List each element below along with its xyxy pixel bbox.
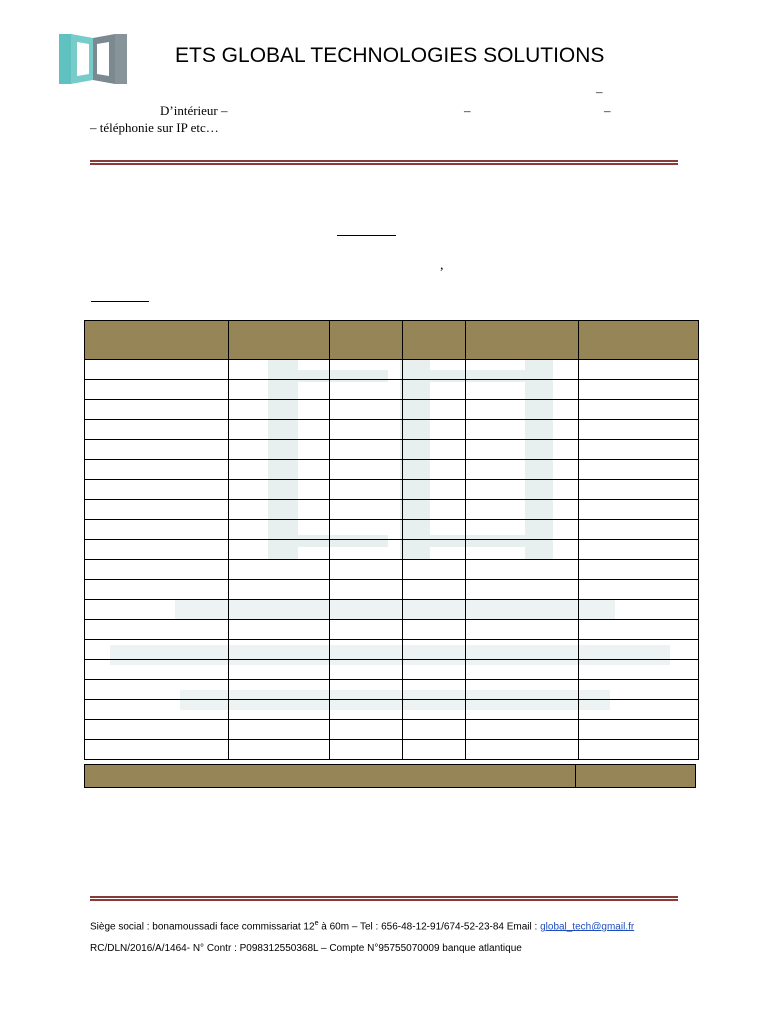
table-row (85, 420, 699, 440)
table-cell (330, 700, 403, 720)
table-cell (85, 580, 229, 600)
footer-contact-text: à 60m – Tel : 656-48-12-91/674-52-23-84 Email : (318, 921, 541, 933)
header-line3: – téléphonie sur IP etc… (90, 120, 219, 135)
table-cell (330, 440, 403, 460)
table-row (85, 440, 699, 460)
comma-mark: , (440, 258, 444, 273)
table-cell (403, 540, 466, 560)
table-cell (330, 400, 403, 420)
table-cell (579, 400, 699, 420)
table-row (85, 500, 699, 520)
table-cell (229, 740, 330, 760)
table-cell (403, 460, 466, 480)
table-cell (229, 660, 330, 680)
table-row (85, 560, 699, 580)
table-cell (466, 540, 579, 560)
table-cell (466, 660, 579, 680)
total-row (84, 764, 696, 788)
company-logo-icon (57, 30, 129, 88)
footer-registration: RC/DLN/2016/A/1464- N° Contr : P098312550368L – Compte N°95755070009 banque atlantique (90, 943, 522, 954)
table-cell (403, 700, 466, 720)
table-cell (85, 720, 229, 740)
table-cell (330, 660, 403, 680)
table-cell (330, 360, 403, 380)
table-cell (579, 500, 699, 520)
table-cell (229, 700, 330, 720)
table-cell (466, 420, 579, 440)
table-cell (229, 500, 330, 520)
table-cell (466, 520, 579, 540)
header-divider (90, 160, 678, 165)
table-cell (579, 540, 699, 560)
table-cell (579, 520, 699, 540)
table-row (85, 400, 699, 420)
table-row (85, 640, 699, 660)
table-cell (85, 440, 229, 460)
table-cell (403, 580, 466, 600)
table-row (85, 380, 699, 400)
table-row (85, 360, 699, 380)
table-cell (466, 480, 579, 500)
table-row (85, 520, 699, 540)
table-cell (403, 560, 466, 580)
company-name: ETS GLOBAL TECHNOLOGIES SOLUTIONS (175, 44, 605, 67)
table-cell (403, 640, 466, 660)
table-row (85, 480, 699, 500)
table-cell (229, 460, 330, 480)
table-cell (403, 500, 466, 520)
table-cell (229, 720, 330, 740)
table-cell (330, 540, 403, 560)
table-cell (229, 400, 330, 420)
table-cell (466, 740, 579, 760)
table-row (85, 700, 699, 720)
table-cell (579, 680, 699, 700)
table-cell (330, 600, 403, 620)
table-header-cell (466, 321, 579, 360)
table-cell (466, 720, 579, 740)
table-cell (403, 380, 466, 400)
table-cell (466, 560, 579, 580)
header-line2-right: – (604, 103, 611, 118)
table-cell (579, 460, 699, 480)
table-cell (229, 620, 330, 640)
footer-email-link[interactable]: global_tech@gmail.fr (540, 921, 635, 933)
footer-superscript: e (314, 920, 319, 927)
table-cell (229, 420, 330, 440)
table-cell (330, 740, 403, 760)
table-cell (466, 680, 579, 700)
table-cell (579, 440, 699, 460)
table-cell (85, 560, 229, 580)
table-cell (85, 500, 229, 520)
table-cell (579, 600, 699, 620)
footer-address (90, 920, 634, 932)
table-cell (466, 460, 579, 480)
table-cell (403, 680, 466, 700)
table-cell (466, 360, 579, 380)
table-row (85, 740, 699, 760)
table-cell (403, 660, 466, 680)
header-dash: – (596, 84, 603, 99)
table-cell (330, 720, 403, 740)
table-cell (579, 640, 699, 660)
table-row (85, 600, 699, 620)
table-cell (579, 740, 699, 760)
table-cell (85, 600, 229, 620)
table-header-cell (229, 321, 330, 360)
table-cell (403, 600, 466, 620)
table-cell (579, 580, 699, 600)
table-cell (330, 520, 403, 540)
table-cell (466, 440, 579, 460)
table-cell (229, 600, 330, 620)
table-cell (579, 480, 699, 500)
table-row (85, 660, 699, 680)
table-row (85, 680, 699, 700)
table-cell (403, 480, 466, 500)
table-cell (229, 640, 330, 660)
total-row-divider (575, 765, 576, 787)
title-underline (337, 235, 396, 236)
table-cell (403, 420, 466, 440)
section-underline (91, 301, 149, 302)
footer-address-text: Siège social : bonamoussadi face commissariat 12 (90, 921, 315, 933)
table-cell (466, 640, 579, 660)
table-cell (330, 460, 403, 480)
table-cell (403, 520, 466, 540)
table-cell (85, 640, 229, 660)
table-cell (579, 620, 699, 640)
table-cell (466, 620, 579, 640)
table-cell (466, 380, 579, 400)
table-header-cell (579, 321, 699, 360)
footer-divider (90, 896, 678, 901)
table-cell (229, 380, 330, 400)
table-cell (85, 420, 229, 440)
table-row (85, 720, 699, 740)
table-cell (403, 360, 466, 380)
table-cell (403, 620, 466, 640)
table-cell (330, 500, 403, 520)
table-cell (85, 700, 229, 720)
table-cell (579, 360, 699, 380)
table-cell (229, 560, 330, 580)
table-cell (579, 660, 699, 680)
header-line2-left: D’intérieur – (160, 103, 228, 118)
table-cell (330, 420, 403, 440)
items-table (84, 320, 699, 760)
table-row (85, 540, 699, 560)
table-header-cell (403, 321, 466, 360)
table-cell (229, 520, 330, 540)
table-cell (229, 440, 330, 460)
table-row (85, 460, 699, 480)
table-cell (85, 520, 229, 540)
table-cell (466, 400, 579, 420)
table-cell (403, 440, 466, 460)
table-cell (85, 460, 229, 480)
table-cell (466, 500, 579, 520)
table-cell (403, 720, 466, 740)
table-cell (330, 560, 403, 580)
table-cell (579, 700, 699, 720)
table-cell (403, 400, 466, 420)
table-cell (229, 580, 330, 600)
table-cell (466, 580, 579, 600)
table-header-row (85, 321, 699, 360)
table-cell (466, 600, 579, 620)
table-cell (330, 620, 403, 640)
table-cell (229, 480, 330, 500)
table-cell (330, 480, 403, 500)
table-header-cell (330, 321, 403, 360)
table-cell (85, 660, 229, 680)
table-cell (85, 680, 229, 700)
table-cell (85, 480, 229, 500)
table-cell (85, 400, 229, 420)
table-cell (579, 720, 699, 740)
table-cell (85, 620, 229, 640)
table-cell (85, 380, 229, 400)
table-cell (330, 380, 403, 400)
table-cell (85, 540, 229, 560)
table-cell (466, 700, 579, 720)
table-cell (579, 560, 699, 580)
table-cell (229, 680, 330, 700)
table-body (85, 360, 699, 760)
table-row (85, 580, 699, 600)
table-cell (229, 540, 330, 560)
table-cell (330, 680, 403, 700)
table-header-cell (85, 321, 229, 360)
table-cell (330, 640, 403, 660)
table-cell (330, 580, 403, 600)
table-row (85, 620, 699, 640)
table-cell (85, 740, 229, 760)
table-cell (85, 360, 229, 380)
header-line2-mid: – (464, 103, 471, 118)
table-cell (403, 740, 466, 760)
table-cell (229, 360, 330, 380)
table-cell (579, 420, 699, 440)
table-cell (579, 380, 699, 400)
